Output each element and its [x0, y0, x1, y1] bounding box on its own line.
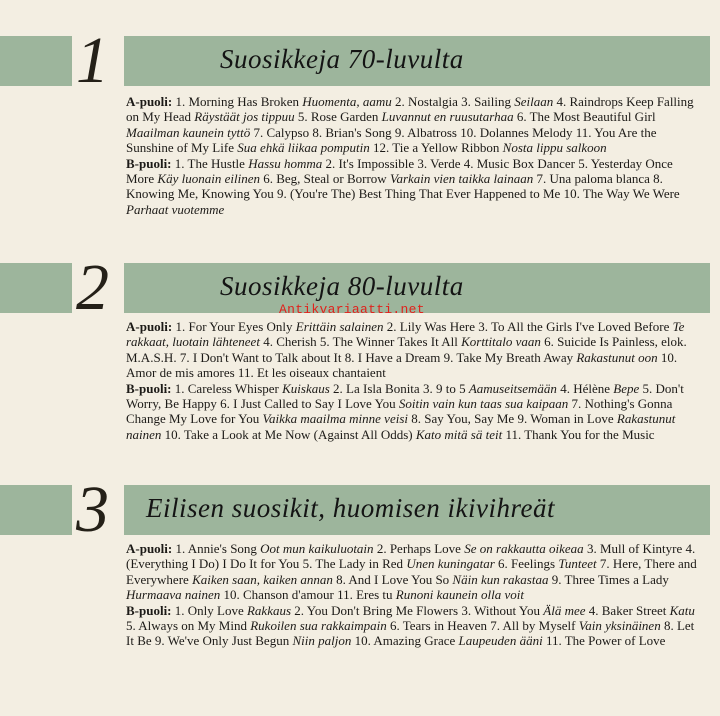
track-subtitle: Rakastunut oon [576, 349, 658, 365]
track-subtitle: Tunteet [558, 556, 597, 572]
track-title: 12. Tie a Yellow Ribbon [372, 140, 500, 156]
track-subtitle: Bepe [613, 380, 640, 396]
track-title: 7. Una paloma blanca [536, 171, 650, 187]
track-subtitle: Laupeuden ääni [458, 633, 543, 649]
side-a-label: A-puoli: [126, 541, 173, 556]
track-title: 1. Careless Whisper [174, 380, 279, 396]
track-title: 10. Chanson d'amour [223, 587, 334, 603]
side-a-label: A-puoli: [126, 94, 173, 109]
side-a-label: A-puoli: [126, 319, 173, 334]
section-3-stub [0, 485, 72, 535]
track-subtitle: Se on rakkautta oikeaa [464, 541, 584, 556]
track-title: 11. You Are the Sunshine of My Life [126, 124, 657, 156]
track-title: 6. Tears in Heaven [389, 618, 488, 634]
track-title: 9. Three Times a Lady [551, 571, 669, 587]
track-title: 5. Always on My Mind [126, 618, 247, 634]
track-title: 2. Lily Was Here [386, 319, 475, 334]
track-subtitle: Aamuseitsemään [468, 380, 557, 396]
track-title: 1. For Your Eyes Only [175, 319, 293, 334]
track-title: 9. We've Only Just Begun [154, 633, 290, 649]
section-3-title-band [124, 485, 710, 535]
track-subtitle: Katu [669, 602, 695, 618]
track-title: 5. Rose Garden [297, 109, 379, 125]
track-title: 9. (You're The) Best Thing That Ever Happened to Me [276, 186, 561, 202]
section-2-side-a [126, 319, 704, 381]
track-title: 2. It's Impossible [325, 155, 415, 171]
track-title: 8. Knowing Me, Knowing You [126, 171, 663, 202]
track-title: 1. The Hustle [174, 155, 245, 171]
track-subtitle: Kato mitä sä teit [415, 426, 503, 442]
track-title: 3. Sailing [461, 94, 511, 109]
track-subtitle: Rakkaus [246, 602, 292, 618]
track-title: 2. Nostalgia [395, 94, 458, 109]
track-subtitle: Nosta lippu salkoon [502, 140, 607, 156]
track-title: 7. I Don't Want to Talk about It [179, 349, 342, 365]
track-title: 3. 9 to 5 [422, 380, 466, 396]
track-title: 10. Amor de mis amores [126, 349, 678, 381]
section-1-title-band [124, 36, 710, 86]
track-subtitle: Vain yksinäinen [578, 618, 661, 634]
track-title: 6. I Just Called to Say I Love You [220, 396, 396, 412]
track-subtitle: Korttitalo vaan [461, 334, 541, 350]
track-subtitle: Kaiken saan, kaiken annan [192, 571, 333, 587]
track-title: 5. The Winner Takes It All [319, 334, 458, 350]
track-title: 4. Baker Street [588, 602, 667, 618]
track-title: 10. Amazing Grace [354, 633, 456, 649]
track-subtitle: Maailman kaunein tyttö [126, 124, 251, 140]
section-3-title: Eilisen suosikit, huomisen ikivihreät [146, 493, 555, 523]
track-title: 9. Take My Breath Away [443, 349, 574, 365]
track-subtitle: Oot mun kaikuluotain [260, 541, 374, 556]
track-subtitle: Vaikka maailma minne veisi [262, 411, 408, 427]
section-2-number: 2 [76, 251, 109, 324]
track-title: 7. All by Myself [490, 618, 576, 634]
track-title: 11. The Power of Love [545, 633, 666, 649]
track-subtitle: Runoni kaunein olla voit [395, 587, 524, 603]
side-b-label: B-puoli: [126, 380, 172, 396]
track-subtitle: Soitin vain kun taas sua kaipaan [398, 396, 569, 412]
section-2-side-b [126, 381, 704, 443]
track-subtitle: Huomenta, aamu [302, 94, 392, 109]
section-1-stub [0, 36, 72, 86]
track-subtitle: Älä mee [543, 602, 586, 618]
track-title: 5. Yesterday Once More [126, 155, 673, 187]
track-title: 2. You Don't Bring Me Flowers [294, 602, 459, 618]
track-title: 8. Brian's Song [312, 124, 392, 140]
watermark-text: Antikvariaatti.net [279, 302, 425, 317]
track-subtitle: Varkain vien taikka lainaan [389, 171, 534, 187]
track-subtitle: Hassu homma [248, 155, 323, 171]
section-3-side-b [126, 603, 704, 649]
track-title: 9. Woman in Love [517, 411, 614, 427]
section-1-side-a [126, 94, 704, 156]
track-title: 4. Hélène [560, 380, 610, 396]
track-subtitle: Seilaan [514, 94, 554, 109]
section-3-side-a [126, 541, 704, 603]
track-subtitle: Käy luonain eilinen [157, 171, 260, 187]
track-subtitle: Rukoilen sua rakkaimpain [250, 618, 387, 634]
section-3-tracklist [126, 541, 704, 649]
track-title: 10. The Way We Were [563, 186, 680, 202]
track-title: 4. (Everything I Do) I Do It for You [126, 541, 696, 572]
track-subtitle: Näin kun rakastaa [452, 571, 549, 587]
track-subtitle: Hurmaava nainen [126, 587, 221, 603]
track-title: 6. Suicide Is Painless, elok. M.A.S.H. [126, 334, 687, 365]
track-subtitle: Rakastunut nainen [126, 411, 676, 442]
track-title: 1. Only Love [174, 602, 244, 618]
track-title: 4. Music Box Dancer [463, 155, 575, 171]
track-title: 3. Verde [417, 155, 461, 171]
track-subtitle: Parhaat vuotemme [126, 201, 225, 217]
track-title: 9. Albatross [394, 124, 457, 140]
track-title: 11. Eres tu [337, 587, 393, 603]
track-title: 6. Beg, Steal or Borrow [263, 171, 387, 187]
track-title: 11. Et les oiseaux chantaient [237, 365, 386, 381]
section-2-title: Suosikkeja 80-luvulta [220, 271, 464, 301]
track-title: 8. Let It Be [126, 618, 695, 649]
track-title: 2. La Isla Bonita [333, 380, 420, 396]
track-subtitle: Te rakkaat, luotain lähteneet [126, 319, 685, 350]
track-subtitle: Kuiskaus [282, 380, 330, 396]
track-title: 4. Cherish [263, 334, 317, 350]
track-title: 10. Take a Look at Me Now (Against All Odds) [164, 426, 413, 442]
track-title: 6. Feelings [498, 556, 556, 572]
track-title: 1. Annie's Song [175, 541, 257, 556]
track-title: 3. Without You [461, 602, 541, 618]
track-subtitle: Erittäin salainen [295, 319, 384, 334]
track-title: 7. Nothing's Gonna Change My Love for You [126, 396, 673, 427]
track-title: 7. Calypso [253, 124, 310, 140]
track-title: 8. Say You, Say Me [411, 411, 515, 427]
section-1-number: 1 [76, 24, 109, 97]
section-1-side-b [126, 156, 704, 218]
track-title: 10. Dolannes Melody [460, 124, 573, 140]
side-b-label: B-puoli: [126, 602, 172, 618]
section-1-tracklist [126, 94, 704, 217]
track-title: 2. Perhaps Love [376, 541, 461, 556]
section-2-tracklist [126, 319, 704, 442]
track-subtitle: Luvannut en ruusutarhaa [381, 109, 514, 125]
side-b-label: B-puoli: [126, 155, 172, 171]
track-title: 7. Here, There and Everywhere [126, 556, 697, 587]
track-subtitle: Niin paljon [292, 633, 352, 649]
track-title: 3. Mull of Kintyre [586, 541, 683, 556]
track-title: 6. The Most Beautiful Girl [516, 109, 656, 125]
track-subtitle: Unen kuningatar [406, 556, 495, 572]
track-title: 8. And I Love You So [336, 571, 450, 587]
track-title: 1. Morning Has Broken [175, 94, 299, 109]
section-1-title: Suosikkeja 70-luvulta [220, 44, 464, 74]
track-subtitle: Sua ehkä liikaa pomputin [237, 140, 370, 156]
track-title: 3. To All the Girls I've Loved Before [478, 319, 670, 334]
track-title: 11. Thank You for the Music [505, 426, 655, 442]
track-subtitle: Räystäät jos tippuu [194, 109, 295, 125]
section-2-stub [0, 263, 72, 313]
track-title: 4. Raindrops Keep Falling on My Head [126, 94, 694, 125]
track-title: 5. Don't Worry, Be Happy [126, 380, 684, 412]
section-3-number: 3 [76, 473, 109, 546]
track-title: 5. The Lady in Red [302, 556, 404, 572]
track-title: 8. I Have a Dream [344, 349, 441, 365]
